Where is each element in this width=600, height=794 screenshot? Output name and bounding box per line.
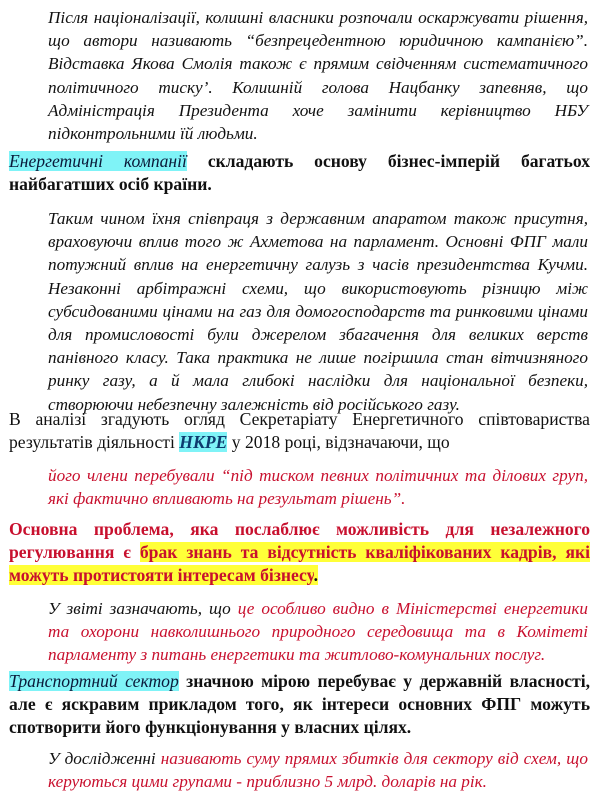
paragraph-energy-community-review xyxy=(9,408,590,454)
quote-ministry-report xyxy=(48,597,588,667)
quote-direct-losses xyxy=(48,747,588,793)
quote-text: Таким чином їхня співпраця з державним апаратом також присутня, враховуючи вплив того ж Ахметова на парламент. Основні ФПГ мали потужний вплив на енергетичну галузь з часів президентства Кучми. Незаконні арбітражні схеми, що використовують різницю між субсидованими цінами на газ для домогосподарств та ринковими цінами для промисловості були джерелом збагачення для великих верств панівного класу. Така практика не лише погіршила стан вітчизняного ринку газу, а й мала глибокі наслідки для національної безпеки, створюючи небезпечну залежність від російського газу. xyxy=(48,209,588,414)
quote-text-red: це особливо видно в Міністерстві енергетики та охорони навколишнього природного середовища та в Комітеті парламенту з питань енергетики та житлово-комунальних послуг. xyxy=(48,599,588,665)
quote-text-red: називають суму прямих збитків для сектору від схем, що керуються цими групами - приблизно 5 млрд. доларів на рік. xyxy=(48,749,588,792)
highlighted-text-lack-of-knowledge: брак знань та відсутність кваліфікованих кадрів, які можуть протистояти інтересам бізнесу xyxy=(9,542,590,586)
paragraph-transport-sector xyxy=(9,670,590,740)
quote-text: Після націоналізації, колишні власники розпочали оскаржувати рішення, що автори називають “безпрецедентною юридичною кампанією”. Відставка Якова Смолія також є прямим свідченням систематичного політичного тиску’. Колишній голова Нацбанку запевняв, що Адміністрація Президента хоче замінити керівництво НБУ підконтрольними їй людьми. xyxy=(48,8,588,144)
quote-text-black: У звіті зазначають, що xyxy=(48,599,238,618)
paragraph-main-problem xyxy=(9,518,590,588)
paragraph-text-before: В аналізі згадують огляд Секретаріату Енергетичного співтовариства результатів діяльності xyxy=(9,409,590,453)
paragraph-text-after: у 2018 році, відзначаючи, що xyxy=(227,432,450,453)
highlighted-term-transport-sector: Транспортний сектор xyxy=(9,671,179,691)
paragraph-text-after: . xyxy=(313,565,319,586)
paragraph-text: складають основу бізнес-імперій багатьох найбагатших осіб країни. xyxy=(9,151,590,195)
quote-text: його члени перебували “під тиском певних політичних та ділових груп, які фактично впливають на результат рішень”. xyxy=(48,466,588,509)
highlighted-term-nkre: НКРЕ xyxy=(179,432,228,453)
quote-nkre-pressure xyxy=(48,464,588,510)
highlighted-term-energy-companies: Енергетичні компанії xyxy=(9,151,187,171)
paragraph-text-before: Основна проблема, яка послаблює можливість для незалежного регулювання є xyxy=(9,519,590,563)
quote-text-black: У дослідженні xyxy=(48,749,161,768)
quote-nationalization xyxy=(48,6,588,145)
paragraph-text: значною мірою перебуває у державній власності, але є яскравим прикладом того, як інтереси основних ФПГ можуть спотворити його функціонування у власних цілях. xyxy=(9,671,590,738)
paragraph-energy-companies xyxy=(9,150,590,196)
quote-energy-cooperation xyxy=(48,207,588,416)
